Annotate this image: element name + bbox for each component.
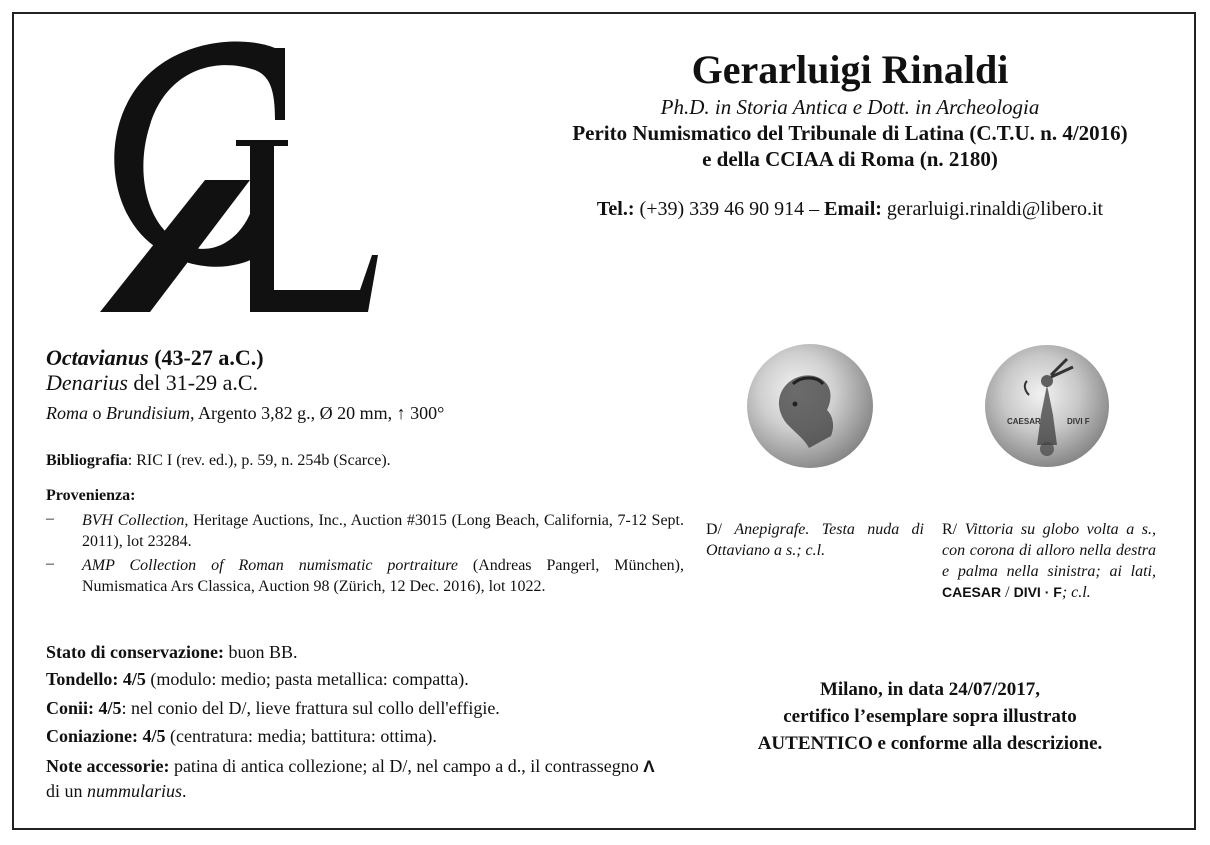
expert-degree: Ph.D. in Storia Antica e Dott. in Archeologia [660,95,1040,119]
tel-value: (+39) 339 46 90 914 – [639,198,820,220]
bibliography [46,452,391,470]
reverse-legend-2: DIVI · F [1013,584,1062,600]
reverse-description [942,519,1156,603]
contact-line [480,198,1210,221]
notes-nummularius: nummularius [87,781,183,801]
conservation-value: buon BB. [223,642,298,662]
certificate-authentic: AUTENTICO e conforme alla descrizione. [757,733,1103,754]
octavian-head-icon [747,344,873,468]
tondello-value: (modulo: medio; pasta metallica: compatta). [145,669,469,689]
expert-role: Perito Numismatico del Tribunale di Latina (C.T.U. n. 4/2016) [572,121,1128,145]
reverse-coin-image [985,345,1109,467]
reverse-prefix: R/ [942,521,965,538]
provenance-item [82,510,684,552]
notes-end: . [182,781,187,801]
conii-value: : nel conio del D/, lieve frattura sul collo dell'effigie. [121,698,500,718]
coin-denomination [46,370,258,396]
notes-mid: di un [46,781,88,801]
reverse-separator: / [1001,584,1014,601]
provenance-collection: BVH Collection, [82,512,189,529]
ruler-dates: (43-27 a.C.) [154,345,264,370]
certificate-date: Milano, in data 24/07/2017, [819,679,1041,700]
countermark-symbol: Λ [643,757,655,776]
email-label: Email: [824,198,882,220]
certificate-statement: certifico l’esemplare sopra illustrato [783,706,1077,727]
conii-label: Conii: 4/5 [46,698,122,718]
bibliography-label: Bibliografia [46,452,128,469]
coin-legend-right: DIVI F [1067,417,1090,426]
obverse-description [706,519,924,561]
expert-role-cciaa: e della CCIAA di Roma (n. 2180) [702,147,998,171]
tondello-label: Tondello: 4/5 [46,669,146,689]
provenance-item [82,555,684,597]
tondello-grade [46,669,469,690]
provenance-heading: Provenienza: [46,487,136,504]
gr-monogram-logo [90,40,380,320]
provenance-dash: – [46,555,54,572]
notes-label: Note accessorie: [46,756,170,776]
mint-b: Brundisium [106,403,191,423]
monogram-icon [90,40,380,320]
mint-or: o [92,403,102,423]
notes-value: patina di antica collezione; al D/, nel campo a d., il contrassegno [169,756,644,776]
conii-grade [46,698,500,719]
reverse-text: Vittoria su globo volta a s., con corona di alloro nella destra e palma nella sinistra; ai lati, [942,521,1156,580]
denomination-date: del 31-29 a.C. [133,370,259,395]
conservation-label: Stato di conservazione: [46,642,224,662]
coniazione-label: Coniazione: 4/5 [46,726,166,746]
ruler-name: Octavianus [46,345,149,370]
coin-specs [46,403,444,424]
provenance-dash: – [46,510,54,527]
coin-ruler [46,345,264,371]
coin-legend-left: CAESAR [1007,417,1041,426]
denomination-name: Denarius [46,370,128,395]
provenance-collection: AMP Collection of Roman numismatic portraiture [82,557,458,574]
obverse-coin-image [747,344,873,468]
provenance-details: (Andreas Pangerl, München), Numismatica Ars Classica, Auction 98 (Zürich, 12 Dec. 2016), lot 1022. [82,557,685,595]
email-value: gerarluigi.rinaldi@libero.it [886,198,1104,220]
tel-label: Tel.: [596,198,635,220]
mint-a: Roma [46,403,88,423]
obverse-text: Anepigrafe. Testa nuda di Ottaviano a s.; c.l. [706,521,924,559]
coniazione-grade [46,726,437,747]
obverse-prefix: D/ [706,521,735,538]
coniazione-value: (centratura: media; battitura: ottima). [165,726,437,746]
accessory-notes [46,754,666,803]
victory-figure-icon [985,345,1109,467]
specs-text: , Argento 3,82 g., Ø 20 mm, ↑ 300° [190,403,445,423]
reverse-end: ; c.l. [1061,584,1091,601]
conservation-state [46,642,298,663]
reverse-legend-1: CAESAR [942,584,1002,600]
provenance-details: Heritage Auctions, Inc., Auction #3015 (Long Beach, California, 7-12 Sept. 2011), lot 23284. [82,512,684,550]
bibliography-value: : RIC I (rev. ed.), p. 59, n. 254b (Scarce). [127,452,391,469]
expert-name: Gerarluigi Rinaldi [691,47,1009,92]
